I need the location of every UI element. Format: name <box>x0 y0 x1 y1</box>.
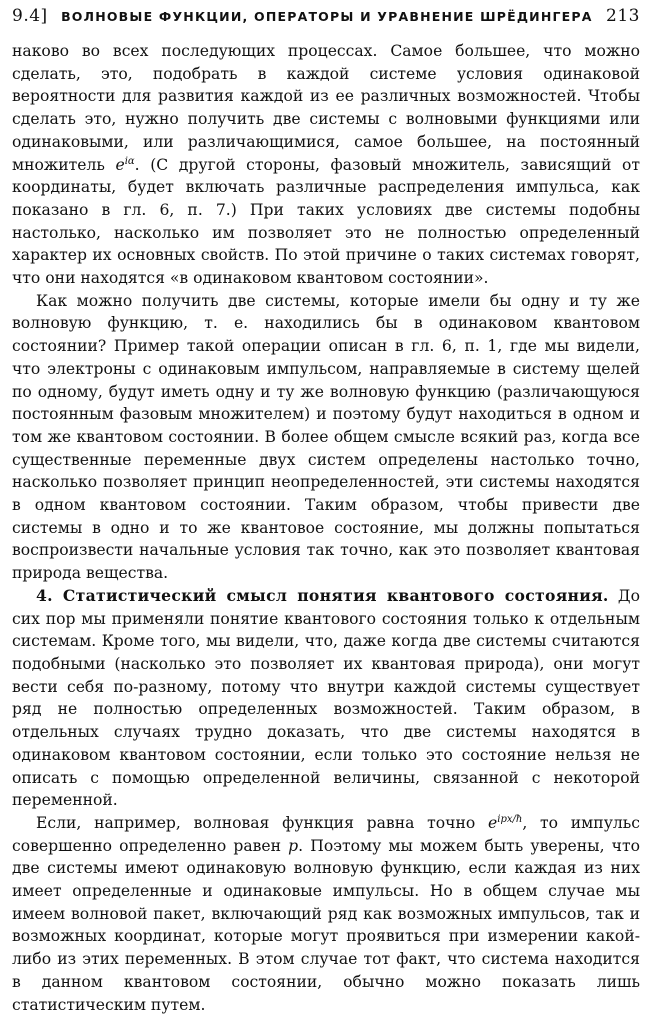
section-heading: 4. Статистический смысл понятия квантового состояния. <box>36 585 609 605</box>
paragraph-1-text-a: наково во всех последующих процессах. Самое большее, что можно сделать, это, подобрать в каждой системе условия одинаковой вероятности для развития каждой из ее различных возможностей. Чтобы сделать это, нужно получить две системы с волновыми функциями или одинаковыми, или различающимися, самое большее, на постоянный множитель <box>12 42 640 174</box>
paragraph-1-text-b: . (С другой стороны, фазовый множитель, зависящий от координаты, будет включать различные распределения импульса, как показано в гл. 6, п. 7.) При таких условиях две системы подобны настолько, насколько им позволяет это не полностью определенный характер их основных свойств. По этой причине о таких системах говорят, что они находятся «в одинаковом квантовом состоянии». <box>12 155 640 288</box>
math-base: e <box>488 813 498 832</box>
section-number: 9.4] <box>12 6 48 26</box>
running-title: ВОЛНОВЫЕ ФУНКЦИИ, ОПЕРАТОРЫ И УРАВНЕНИЕ ШРЁДИНГЕРА <box>61 9 593 24</box>
running-header <box>12 6 640 40</box>
paragraph-4-text-c: . Поэтому мы можем быть уверены, что две системы имеют одинаковую волновую функцию, если каждая из них имеет определенные и одинаковые импульсы. Но в общем случае мы имеем волновой пакет, включающий ряд как возможных импульсов, так и возможных координат, которые могут проявиться при измерении какой-либо из этих переменных. В этом случае тот факт, что система находится в данном квантовом состоянии, обычно можно показать лишь статистическим путем. <box>12 836 640 1014</box>
math-exponent: ipx/ħ <box>497 813 523 825</box>
paragraph-3 <box>12 585 640 812</box>
paragraph-1 <box>12 40 640 290</box>
page-number: 213 <box>606 6 640 26</box>
math-exponent: iα <box>124 155 135 167</box>
paragraph-4 <box>12 812 640 1016</box>
math-momentum-symbol: p <box>288 836 299 855</box>
book-page <box>12 6 640 1016</box>
paragraph-4-text-b: , то импульс совершенно определенно равен <box>12 813 640 855</box>
paragraph-4-text-a: Если, например, волновая функция равна точно <box>36 813 489 832</box>
math-phase-factor <box>115 156 134 174</box>
math-base: e <box>115 155 125 174</box>
paragraph-3-text: До сих пор мы применяли понятие квантового состояния только к отдельным системам. Кроме того, мы видели, что, даже когда две системы считаются подобными (насколько это позволяет их квантовая природа), они могут вести себя по-разному, потому что внутри каждой системы существует ряд не полностью определенных возможностей. Таким образом, в отдельных случаях трудно доказать, что две системы находятся в одинаковом квантовом состоянии, если только это состояние нельзя не описать с помощью определенной величины, связанной с некоторой переменной. <box>12 586 640 810</box>
math-plane-wave <box>488 814 522 832</box>
paragraph-2: Как можно получить две системы, которые имели бы одну и ту же волновую функцию, т. е. находились бы в одинаковом квантовом состоянии? Пример такой операции описан в гл. 6, п. 1, где мы видели, что электроны с одинаковым импульсом, направляемые в систему щелей по одному, будут иметь одну и ту же волновую функцию (различающуюся постоянным фазовым множителем) и поэтому будут находиться в одном и том же квантовом состоянии. В более общем смысле всякий раз, когда все существенные переменные двух систем определены настолько точно, насколько позволяет принцип неопределенностей, эти системы находятся в одном квантовом состоянии. Таким образом, чтобы привести две системы в одно и то же квантовое состояние, мы должны попытаться воспроизвести начальные условия так точно, как это позволяет квантовая природа вещества. <box>12 291 640 583</box>
